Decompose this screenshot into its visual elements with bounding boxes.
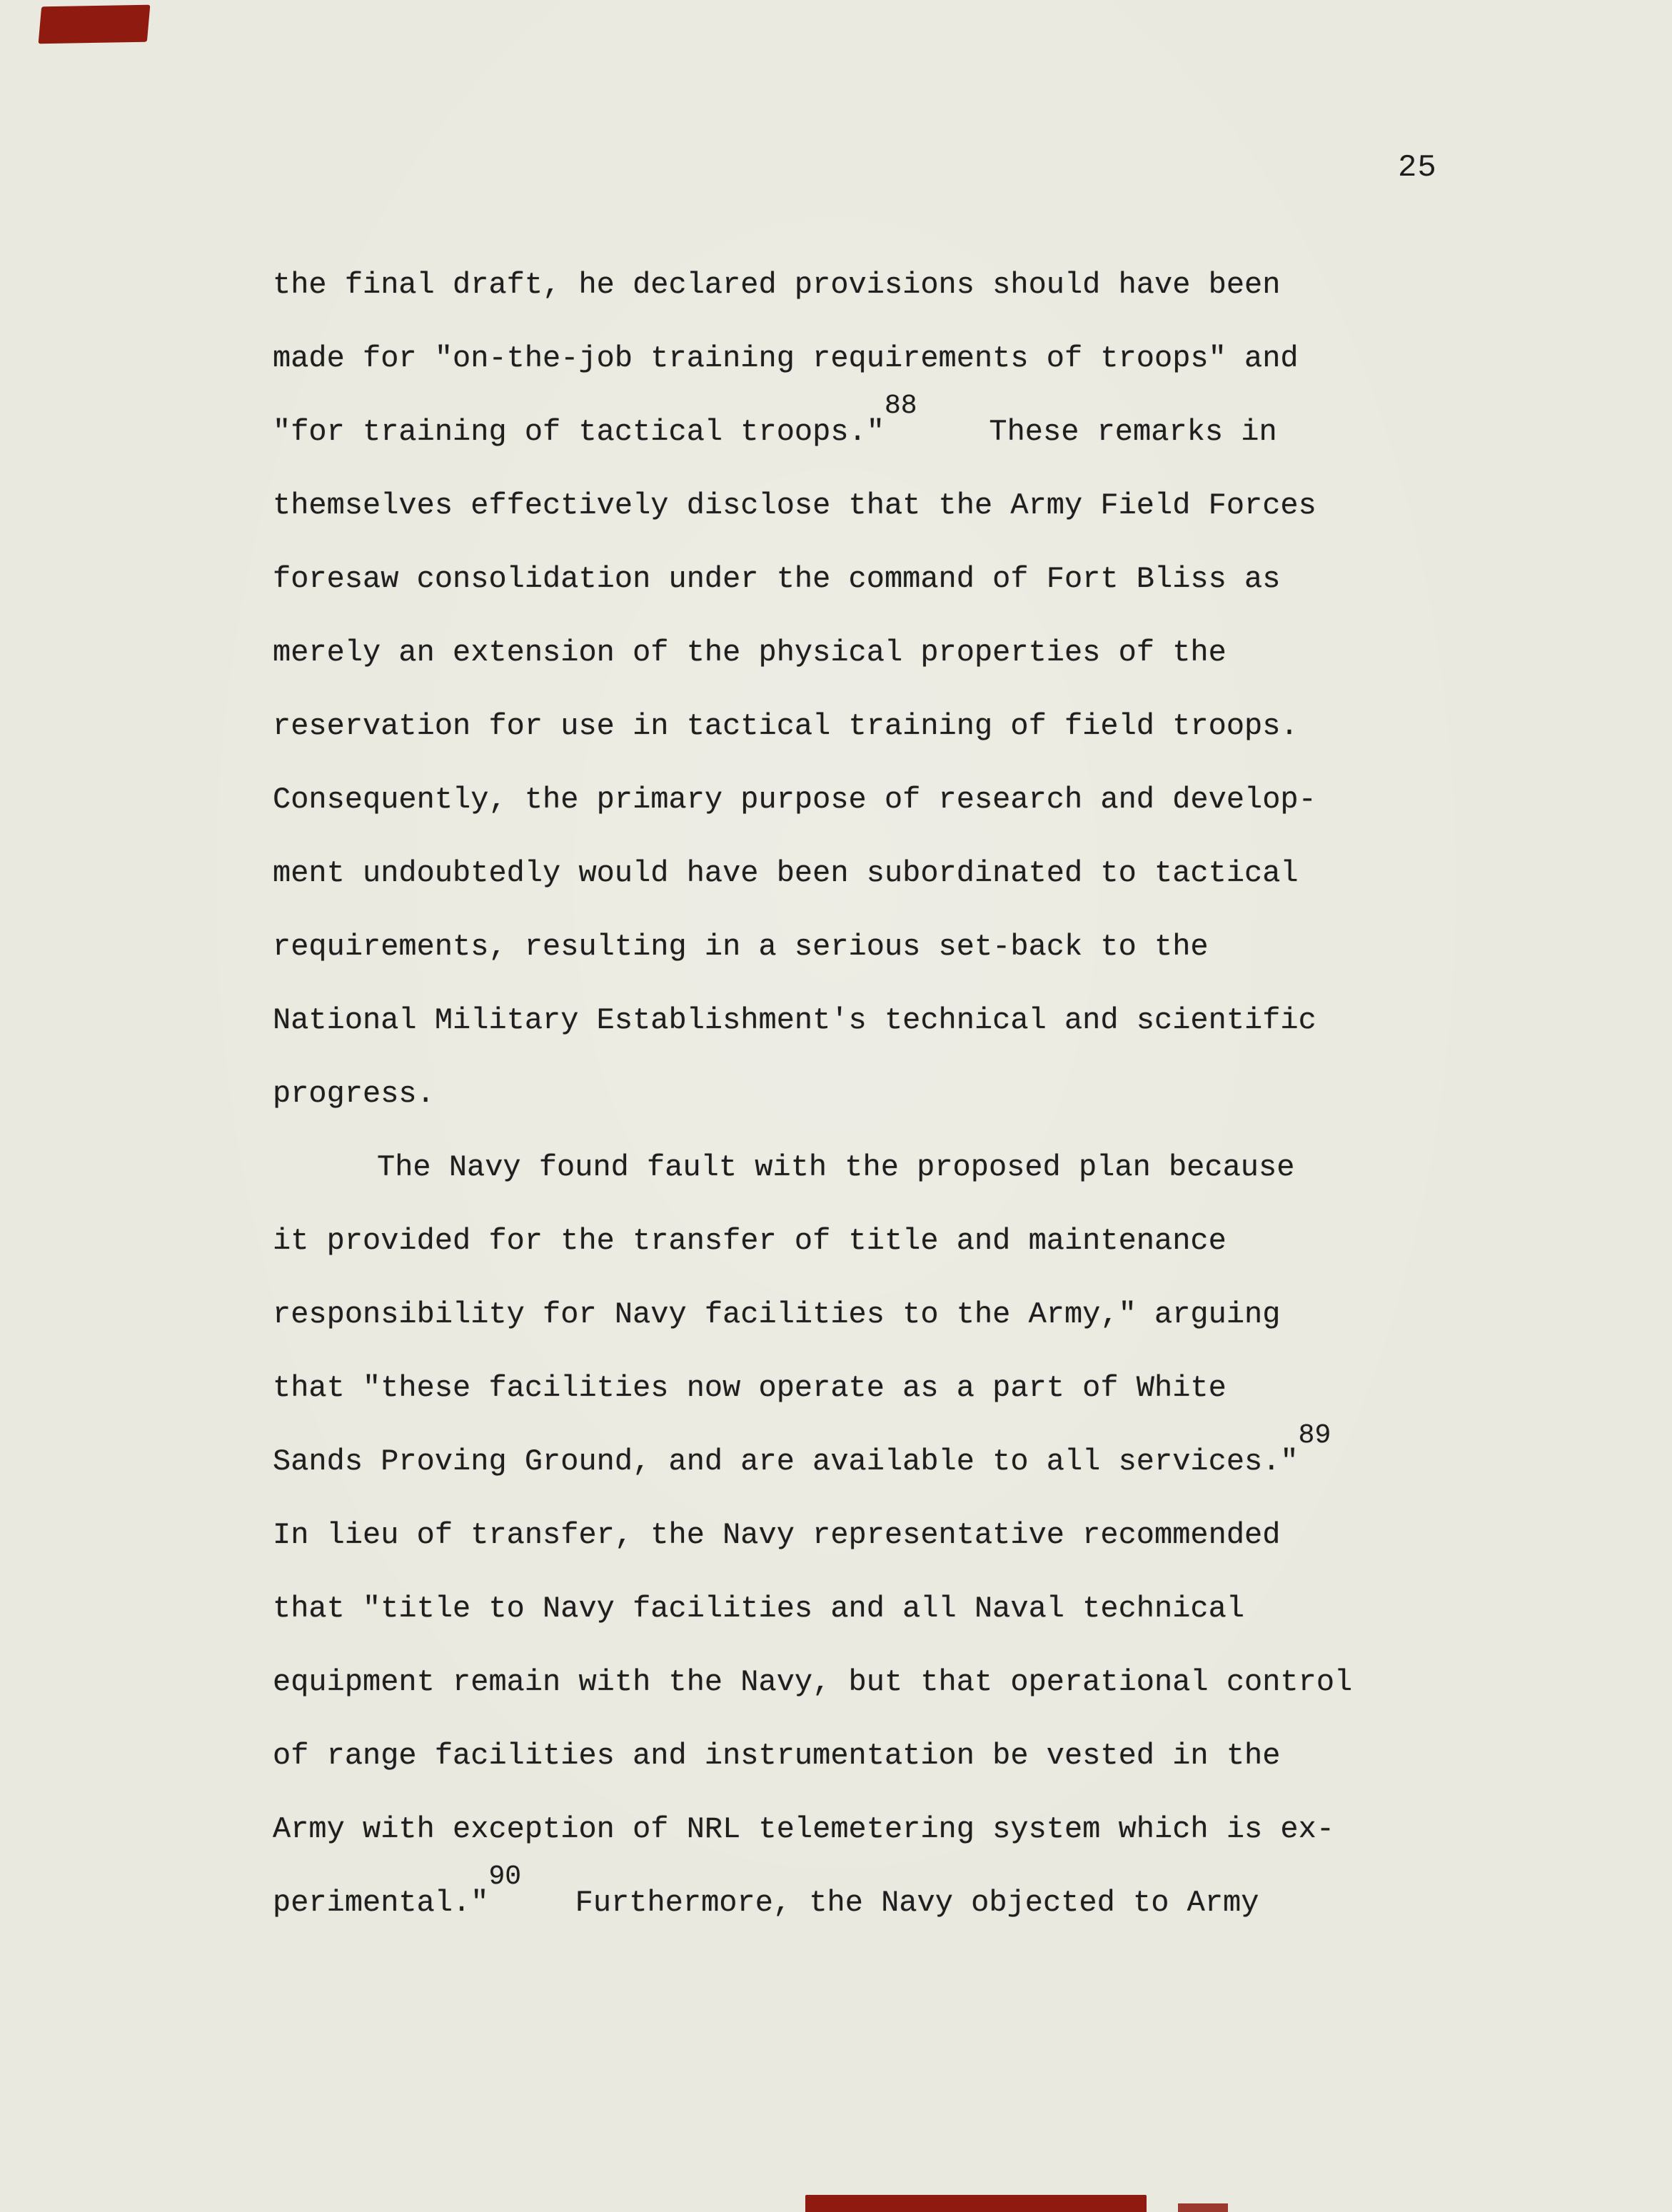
typed-line-text: Consequently, the primary purpose of research and develop- xyxy=(273,783,1316,817)
typed-line-text: In lieu of transfer, the Navy representative recommended xyxy=(273,1518,1281,1552)
red-ink-mark-bottom-center xyxy=(805,2195,1147,2212)
typed-line xyxy=(273,1793,1415,1866)
typed-line-text: made for "on-the-job training requirements of troops" and xyxy=(273,341,1299,376)
typed-line-text: reservation for use in tactical training of field troops. xyxy=(273,709,1299,743)
typed-line xyxy=(273,1861,1415,1940)
typed-line-text: that "these facilities now operate as a part of White xyxy=(273,1371,1227,1405)
red-ink-mark-top-left xyxy=(39,5,151,44)
typed-line xyxy=(273,1131,1415,1205)
typed-line xyxy=(273,1420,1415,1499)
typed-line-text: "for training of tactical troops." xyxy=(273,415,885,449)
typed-line-text: themselves effectively disclose that the Army Field Forces xyxy=(273,488,1316,523)
typed-line-text: National Military Establishment's technical and scientific xyxy=(273,1003,1316,1037)
typed-line xyxy=(273,763,1415,837)
typed-line-text: of range facilities and instrumentation be vested in the xyxy=(273,1739,1281,1773)
typed-line xyxy=(273,1572,1415,1646)
typed-line xyxy=(273,1057,1415,1131)
typed-line xyxy=(273,1205,1415,1278)
typed-line-text: Furthermore, the Navy objected to Army xyxy=(521,1886,1259,1920)
red-ink-mark-bottom-right xyxy=(1178,2203,1228,2212)
typed-text xyxy=(273,248,1415,1940)
typed-line xyxy=(273,837,1415,910)
typed-line xyxy=(273,984,1415,1057)
typed-line xyxy=(273,616,1415,690)
typed-line-text: perimental." xyxy=(273,1886,489,1920)
typed-line-text: that "title to Navy facilities and all Naval technical xyxy=(273,1592,1245,1626)
footnote-ref: 90 xyxy=(488,1861,522,1892)
typed-line xyxy=(273,1719,1415,1793)
typed-line xyxy=(273,1646,1415,1719)
typed-line xyxy=(273,469,1415,543)
typed-line-text: it provided for the transfer of title and maintenance xyxy=(273,1224,1227,1258)
typed-line-text: the final draft, he declared provisions should have been xyxy=(273,268,1281,302)
typed-line-text: These remarks in xyxy=(917,415,1277,449)
footnote-ref: 89 xyxy=(1298,1420,1331,1451)
typed-line-text: ment undoubtedly would have been subordinated to tactical xyxy=(273,856,1299,890)
typed-line-text: The Navy found fault with the proposed plan because xyxy=(377,1150,1295,1185)
typed-line-text: progress. xyxy=(273,1077,435,1111)
typed-line xyxy=(273,1352,1415,1425)
typed-line-text: equipment remain with the Navy, but that operational control xyxy=(273,1665,1353,1699)
typed-line-text: Sands Proving Ground, and are available to all services." xyxy=(273,1444,1299,1479)
typed-line-text: requirements, resulting in a serious set-back to the xyxy=(273,930,1209,964)
typed-line-text: Army with exception of NRL telemetering system which is ex- xyxy=(273,1812,1335,1846)
typed-line-text: responsibility for Navy facilities to the Army," arguing xyxy=(273,1297,1281,1332)
page-number: 25 xyxy=(1398,150,1437,186)
typed-line xyxy=(273,690,1415,763)
typed-line xyxy=(273,1278,1415,1352)
typed-line xyxy=(273,910,1415,984)
footnote-ref: 88 xyxy=(884,391,917,421)
typed-line xyxy=(273,391,1415,469)
typed-line xyxy=(273,543,1415,616)
typed-line-text: merely an extension of the physical properties of the xyxy=(273,635,1227,670)
typed-line xyxy=(273,322,1415,396)
typed-line-text: foresaw consolidation under the command of Fort Bliss as xyxy=(273,562,1281,596)
typed-line xyxy=(273,248,1415,322)
typed-line xyxy=(273,1499,1415,1572)
